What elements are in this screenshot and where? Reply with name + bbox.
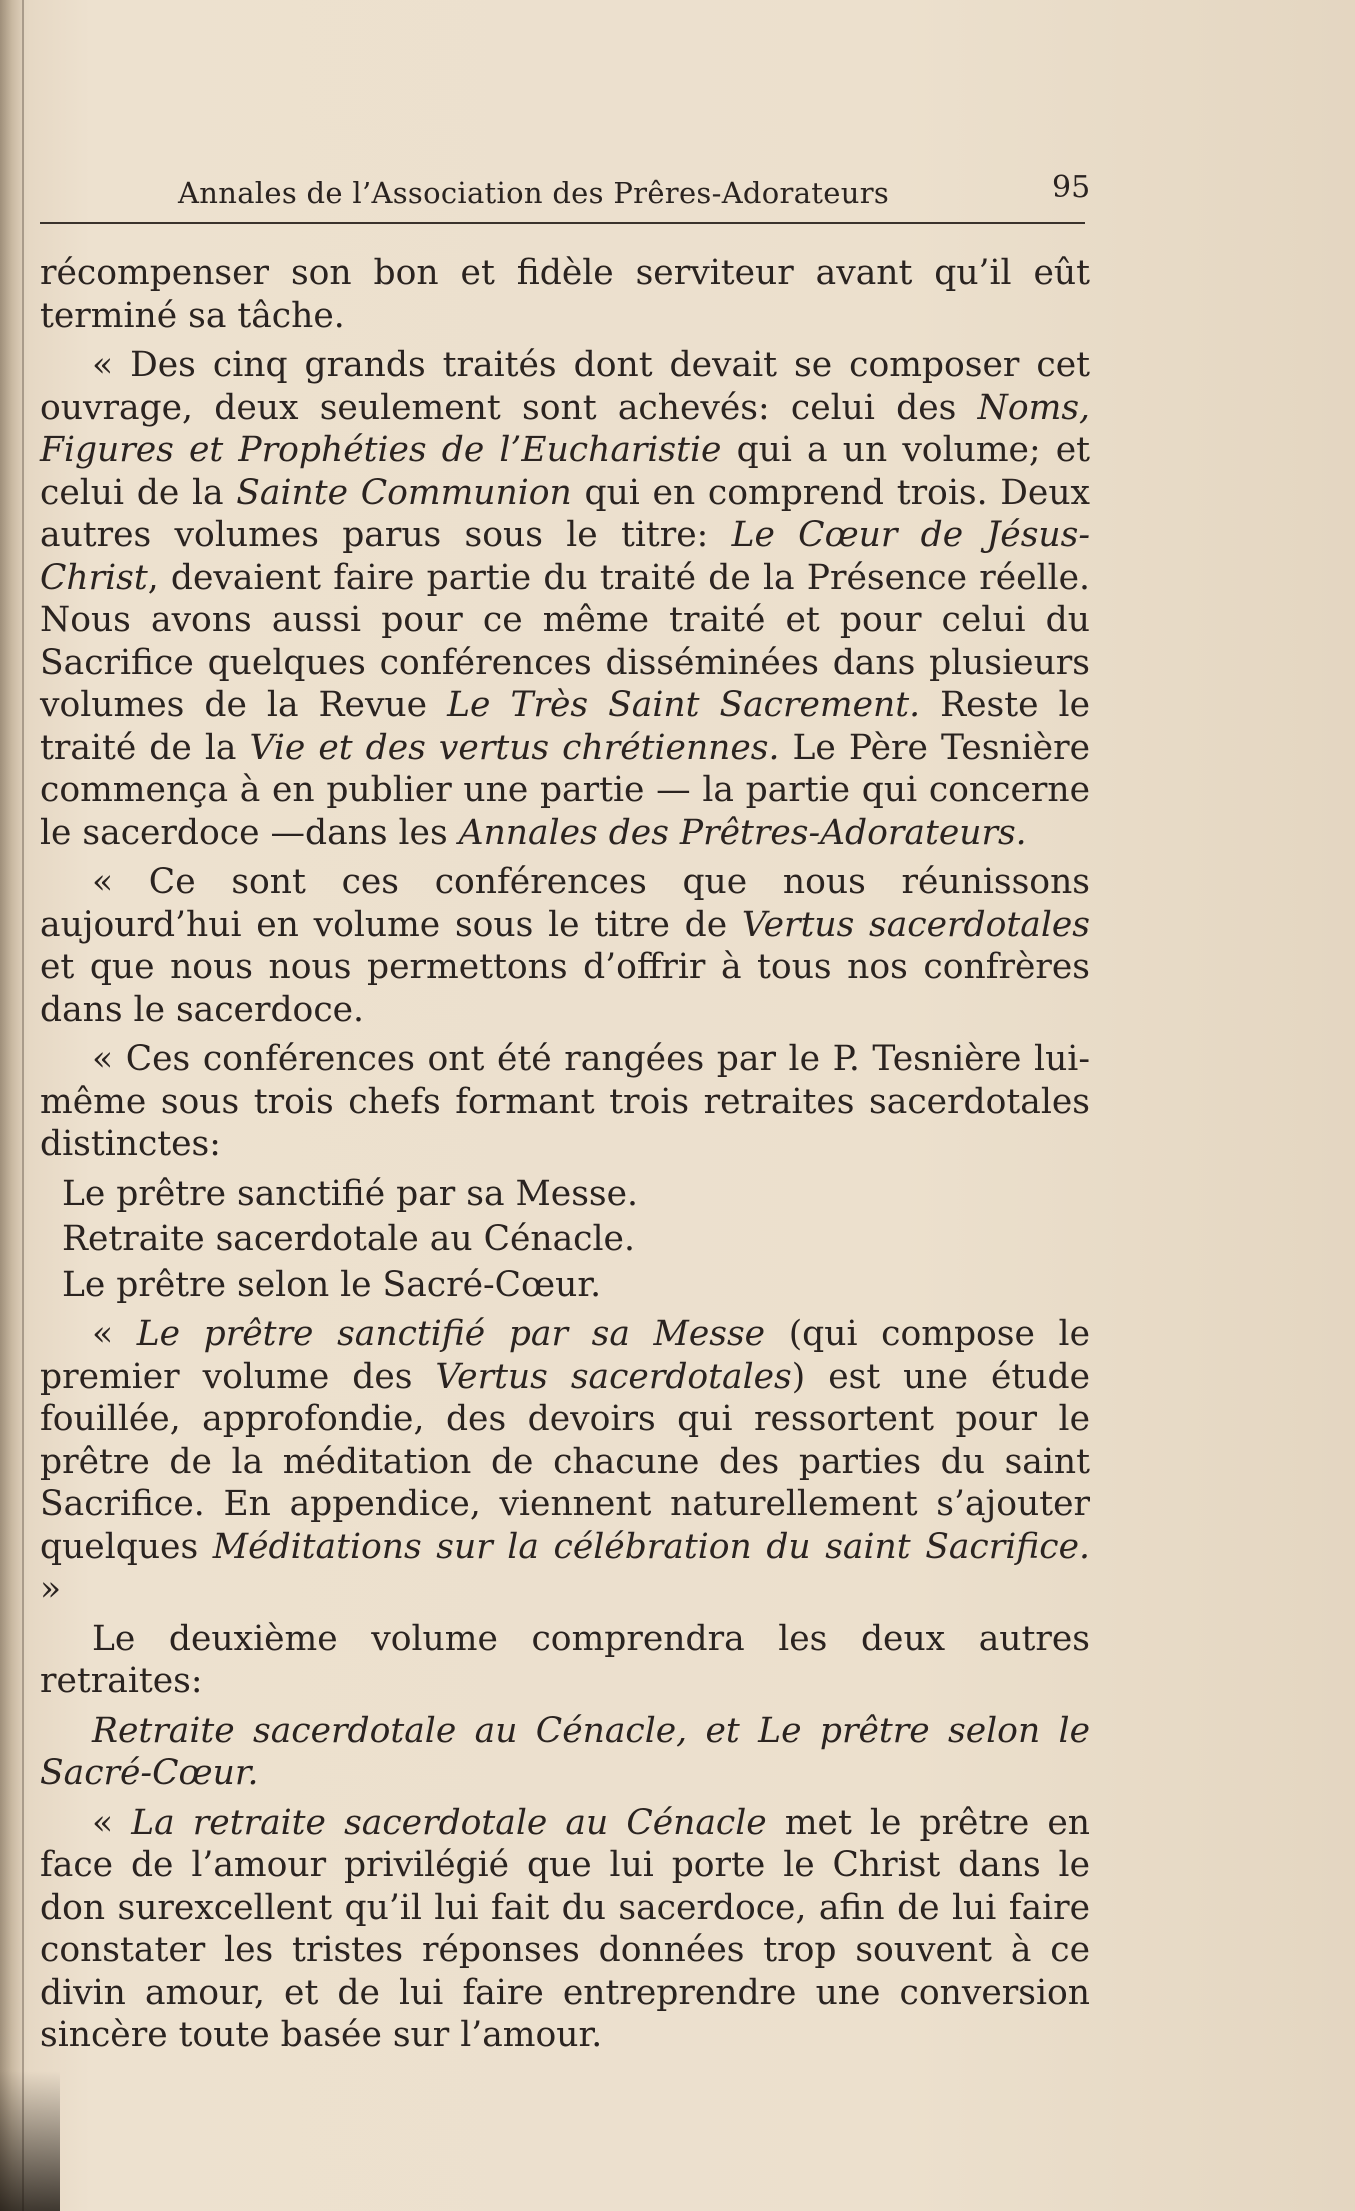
running-title: Annales de l’Association des Prêres-Adorateurs	[178, 176, 890, 210]
list-item: Le prêtre selon le Sacré-Cœur.	[62, 1264, 602, 1305]
paragraph-8: Retraite sacerdotale au Cénacle, et Le prêtre selon le Sacré-Cœur.	[40, 1710, 1090, 1793]
paragraph-3: « Ce sont ces conférences que nous réunissons aujourd’hui en volume sous le titre de Vertus sacerdotales et que nous nous permettons d’offrir à tous nos confrères dans le sacerdoce.	[40, 862, 1090, 1030]
paragraph-4: « Ces conférences ont été rangées par le P. Tesnière lui-même sous trois chefs formant trois retraites sacerdotales distinctes:	[40, 1039, 1090, 1164]
binding-line	[22, 0, 24, 2211]
header-rule	[40, 222, 1085, 224]
list-item: Le prêtre sanctifié par sa Messe.	[62, 1173, 639, 1214]
binding-edge	[0, 0, 22, 2211]
body-text	[40, 252, 1090, 2057]
page-number: 95	[1052, 170, 1091, 205]
paragraph-2: « Des cinq grands traités dont devait se composer cet ouvrage, deux seulement sont achevés: celui des Noms, Figures et Prophéties de l’Eucharistie qui a un volume; et celui de la Sainte Communion qui en comprend trois. Deux autres volumes parus sous le titre: Le Cœur de Jésus-Christ, devaient faire partie du traité de la Présence réelle. Nous avons aussi pour ce même traité et pour celui du Sacrifice quelques conférences disséminées dans plusieurs volumes de la Revue Le Très Saint Sacrement. Reste le traité de la Vie et des vertus chrétiennes. Le Père Tesnière commença à en publier une partie — la partie qui concerne le sacerdoce —dans les Annales des Prêtres-Adorateurs.	[40, 345, 1091, 853]
page-shadow	[0, 2071, 60, 2211]
paragraph-9: « La retraite sacerdotale au Cénacle met le prêtre en face de l’amour privilégié que lui porte le Christ dans le don surexcellent qu’il lui fait du sacerdoce, afin de lui faire constater les tristes réponses données trop souvent à ce divin amour, et de lui faire entreprendre une conversion sincère toute basée sur l’amour.	[40, 1802, 1090, 2055]
paragraph-7: Le deuxième volume comprendra les deux autres retraites:	[40, 1618, 1090, 1701]
paragraph-6: « Le prêtre sanctifié par sa Messe (qui compose le premier volume des Vertus sacerdotales) est une étude fouillée, approfondie, des devoirs qui ressortent pour le prêtre de la méditation de chacune des parties du saint Sacrifice. En appendice, viennent naturellement s’ajouter quelques Méditations sur la célébration du saint Sacrifice. »	[40, 1314, 1091, 1609]
list-item: Retraite sacerdotale au Cénacle.	[62, 1219, 635, 1259]
paragraph-1: récompenser son bon et fidèle serviteur avant qu’il eût terminé sa tâche.	[40, 253, 1090, 336]
